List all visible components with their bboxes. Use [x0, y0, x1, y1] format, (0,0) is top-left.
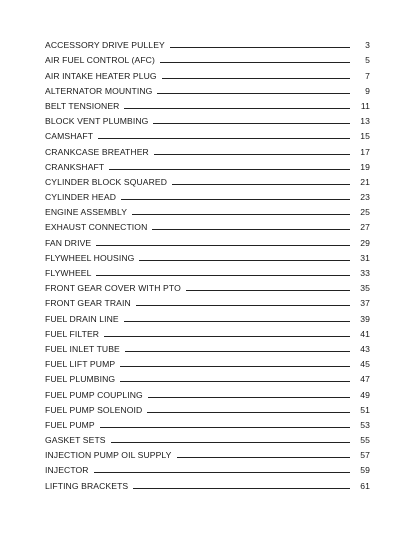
toc-entry: [45, 112, 370, 127]
toc-entry: [45, 461, 370, 476]
toc-entry: [45, 264, 370, 279]
toc-entry-title: FUEL PLUMBING: [45, 374, 116, 385]
toc-entry-title: BLOCK VENT PLUMBING: [45, 116, 149, 127]
toc-entry: [45, 142, 370, 157]
toc-entry-title: INJECTION PUMP OIL SUPPLY: [45, 450, 172, 461]
toc-entry-page-number: 33: [360, 268, 370, 278]
toc-entry-page-number: 11: [360, 100, 370, 111]
toc-entry-title: LIFTING BRACKETS: [45, 480, 129, 491]
toc-entry: [45, 416, 370, 431]
toc-leader-line: [177, 457, 351, 458]
toc-entry-page-number: 13: [360, 116, 370, 127]
toc-entry-page-number: 53: [360, 419, 370, 430]
toc-entry-page-number: 21: [360, 176, 370, 187]
toc-leader-line: [147, 412, 350, 413]
toc-entry-title: ENGINE ASSEMBLY: [45, 207, 128, 218]
toc-entry: [45, 36, 370, 51]
toc-leader-line: [162, 78, 350, 79]
toc-leader-line: [152, 229, 350, 230]
toc-entry-page-number: 27: [360, 222, 370, 233]
toc-entry: [45, 173, 370, 188]
toc-entry: [45, 233, 370, 248]
toc-entry: [45, 97, 370, 112]
toc-entry: [45, 51, 370, 66]
toc-entry-page-number: 7: [365, 70, 370, 81]
toc-entry-title: FUEL LIFT PUMP: [45, 359, 116, 370]
toc-entry-page-number: 37: [360, 298, 370, 309]
toc-entry-title: ACCESSORY DRIVE PULLEY: [45, 40, 165, 51]
toc-entry-page-number: 9: [365, 85, 370, 96]
toc-leader-line: [96, 245, 350, 246]
toc-entry-title: CRANKSHAFT: [45, 161, 105, 172]
toc-leader-line: [136, 305, 350, 306]
toc-entry: [45, 431, 370, 446]
toc-leader-line: [170, 47, 350, 48]
toc-entry-title: FUEL PUMP: [45, 419, 95, 430]
toc-leader-line: [109, 169, 350, 170]
toc-entry: [45, 476, 370, 491]
toc-entry-title: FUEL DRAIN LINE: [45, 313, 119, 324]
toc-entry-title: CYLINDER BLOCK SQUARED: [45, 176, 168, 187]
toc-leader-line: [94, 472, 350, 473]
toc-entry-page-number: 5: [365, 55, 370, 66]
toc-leader-line: [160, 62, 350, 63]
toc-leader-line: [139, 260, 350, 261]
toc-leader-line: [153, 123, 350, 124]
toc-entry-page-number: 47: [360, 374, 370, 385]
toc-leader-line: [120, 381, 350, 382]
toc-entry: [45, 82, 370, 97]
toc-entry-title: FUEL PUMP SOLENOID: [45, 404, 143, 415]
toc-entry-title: FLYWHEEL HOUSING: [45, 252, 135, 263]
toc-entry-title: INJECTOR: [45, 465, 89, 476]
toc-entry-page-number: 15: [360, 131, 370, 142]
toc-entry: [45, 218, 370, 233]
toc-entry-title: FRONT GEAR TRAIN: [45, 298, 131, 309]
toc-entry-page-number: 19: [360, 161, 370, 172]
toc-leader-line: [111, 442, 350, 443]
toc-leader-line: [104, 336, 350, 337]
toc-entry-page-number: 23: [360, 192, 370, 203]
toc-entry-page-number: 39: [360, 313, 370, 324]
toc-leader-line: [172, 184, 350, 185]
toc-entry-title: EXHAUST CONNECTION: [45, 222, 148, 233]
toc-entry: [45, 370, 370, 385]
toc-entry: [45, 340, 370, 355]
toc-entry-title: FUEL PUMP COUPLING: [45, 389, 143, 400]
toc-entry-page-number: 41: [360, 328, 370, 339]
toc-entry-page-number: 25: [360, 207, 370, 218]
toc-entry: [45, 385, 370, 400]
toc-leader-line: [125, 351, 350, 352]
toc-leader-line: [120, 366, 350, 367]
toc-entry-page-number: 29: [360, 237, 370, 248]
toc-entry-title: FRONT GEAR COVER WITH PTO: [45, 283, 181, 294]
toc-entry-page-number: 57: [360, 450, 370, 461]
toc-entry: [45, 66, 370, 81]
toc-entry: [45, 401, 370, 416]
toc-entry-title: FUEL FILTER: [45, 328, 100, 339]
toc-entry-page-number: 51: [360, 404, 370, 415]
toc-leader-line: [157, 93, 350, 94]
toc-entry-page-number: 31: [360, 252, 370, 263]
toc-entry-title: ALTERNATOR MOUNTING: [45, 85, 153, 96]
toc-entry: [45, 309, 370, 324]
toc-entry-title: CRANKCASE BREATHER: [45, 146, 149, 157]
toc-entry-title: AIR FUEL CONTROL (AFC): [45, 55, 155, 66]
toc-entry-title: CAMSHAFT: [45, 131, 94, 142]
toc-entry-page-number: 55: [360, 435, 370, 446]
toc-entry-title: AIR INTAKE HEATER PLUG: [45, 70, 157, 81]
toc-leader-line: [186, 290, 350, 291]
toc-entry-title: FAN DRIVE: [45, 237, 92, 248]
toc-entry-page-number: 45: [360, 359, 370, 370]
toc-leader-line: [98, 138, 350, 139]
toc-entry-title: CYLINDER HEAD: [45, 192, 117, 203]
toc-entry-title: FUEL INLET TUBE: [45, 343, 120, 354]
toc-entry-page-number: 17: [360, 146, 370, 157]
toc-entry-title: GASKET SETS: [45, 435, 106, 446]
toc-leader-line: [124, 108, 350, 109]
toc-entry: [45, 325, 370, 340]
toc-entry: [45, 127, 370, 142]
toc-entry-page-number: 61: [360, 480, 370, 491]
toc-entry: [45, 249, 370, 264]
toc-leader-line: [148, 397, 350, 398]
toc-leader-line: [132, 214, 350, 215]
toc-entry: [45, 203, 370, 218]
toc-entry-page-number: 59: [360, 465, 370, 476]
toc-entry: [45, 279, 370, 294]
toc-entry: [45, 355, 370, 370]
toc-entry-page-number: 35: [360, 283, 370, 294]
toc-leader-line: [154, 154, 350, 155]
toc-leader-line: [96, 275, 350, 276]
toc-entry: [45, 158, 370, 173]
toc-leader-line: [133, 488, 350, 489]
toc-entry: [45, 188, 370, 203]
toc-entry-title: FLYWHEEL: [45, 268, 92, 278]
toc-entry-title: BELT TENSIONER: [45, 100, 120, 111]
toc-entry-page-number: 3: [365, 40, 370, 51]
table-of-contents: [45, 36, 370, 492]
toc-entry: [45, 294, 370, 309]
toc-leader-line: [124, 321, 350, 322]
toc-leader-line: [100, 427, 350, 428]
toc-entry: [45, 446, 370, 461]
toc-leader-line: [121, 199, 350, 200]
toc-entry-page-number: 49: [360, 389, 370, 400]
toc-entry-page-number: 43: [360, 343, 370, 354]
